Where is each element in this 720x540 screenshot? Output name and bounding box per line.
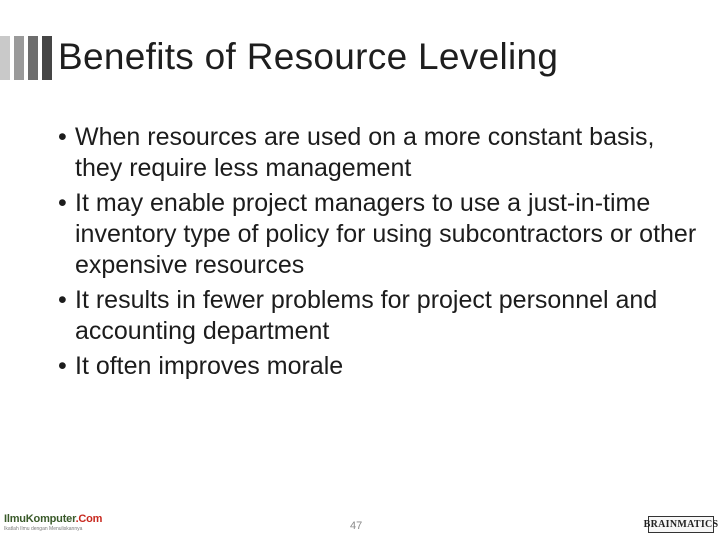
logo-tagline: Ikatlah Ilmu dengan Menuliskannya bbox=[4, 526, 83, 532]
page-number: 47 bbox=[350, 520, 363, 532]
bullet-item: • It results in fewer problems for project personnel and accounting department bbox=[58, 285, 698, 347]
ilmukomputer-logo bbox=[4, 514, 102, 532]
title-decoration-bars bbox=[0, 36, 52, 80]
brainmatics-logo bbox=[643, 516, 719, 533]
decoration-bar bbox=[0, 36, 10, 80]
decoration-bar bbox=[42, 36, 52, 80]
slide-title: Benefits of Resource Leveling bbox=[58, 36, 559, 77]
bullet-item: • It may enable project managers to use a just-in-time inventory type of policy for using subcontractors or other expensive resources bbox=[58, 188, 698, 281]
logo-main: IlmuKomputer bbox=[4, 513, 76, 525]
decoration-bar bbox=[28, 36, 38, 80]
logo-text bbox=[4, 514, 102, 525]
logo-suffix: .Com bbox=[75, 513, 103, 525]
brainmatics-logo-text: BRAINMATICS bbox=[643, 519, 719, 530]
decoration-bar bbox=[14, 36, 24, 80]
bullet-item: • It often improves morale bbox=[58, 351, 698, 382]
bullet-list bbox=[58, 122, 698, 386]
bullet-item: • When resources are used on a more constant basis, they require less management bbox=[58, 122, 698, 184]
